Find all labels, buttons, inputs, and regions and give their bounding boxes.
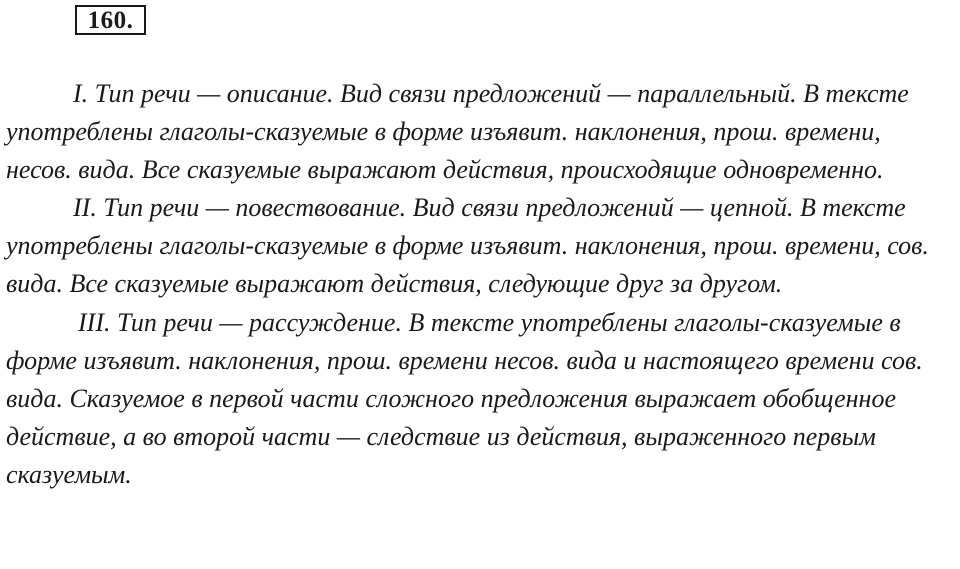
paragraph-narration: II. Тип речи — повествование. Вид связи предложений — цепной. В тексте употреблены глаголы-сказуемые в форме изъявит. наклонения, прош. времени, сов. вида. Все сказуемые выражают действия, следующие друг за другом. [6, 193, 929, 299]
paragraph-reasoning: III. Тип речи — рассуждение. В тексте употреблены глаголы-сказуемые в форме изъявит. наклонения, прош. времени несов. вида и настоящего времени сов. вида. Сказуемое в первой части сложного предложения выражает обобщенное действие, а во второй части — следствие из действия, выраженного первым сказуемым. [6, 307, 923, 489]
answer-text [6, 75, 951, 494]
exercise-number: 160. [75, 5, 146, 35]
paragraph-description: I. Тип речи — описание. Вид связи предложений — параллельный. В тексте употреблены глаголы-сказуемые в форме изъявит. наклонения, прош. времени, несов. вида. Все сказуемые выражают действия, происходящие одновременно. [6, 79, 909, 185]
